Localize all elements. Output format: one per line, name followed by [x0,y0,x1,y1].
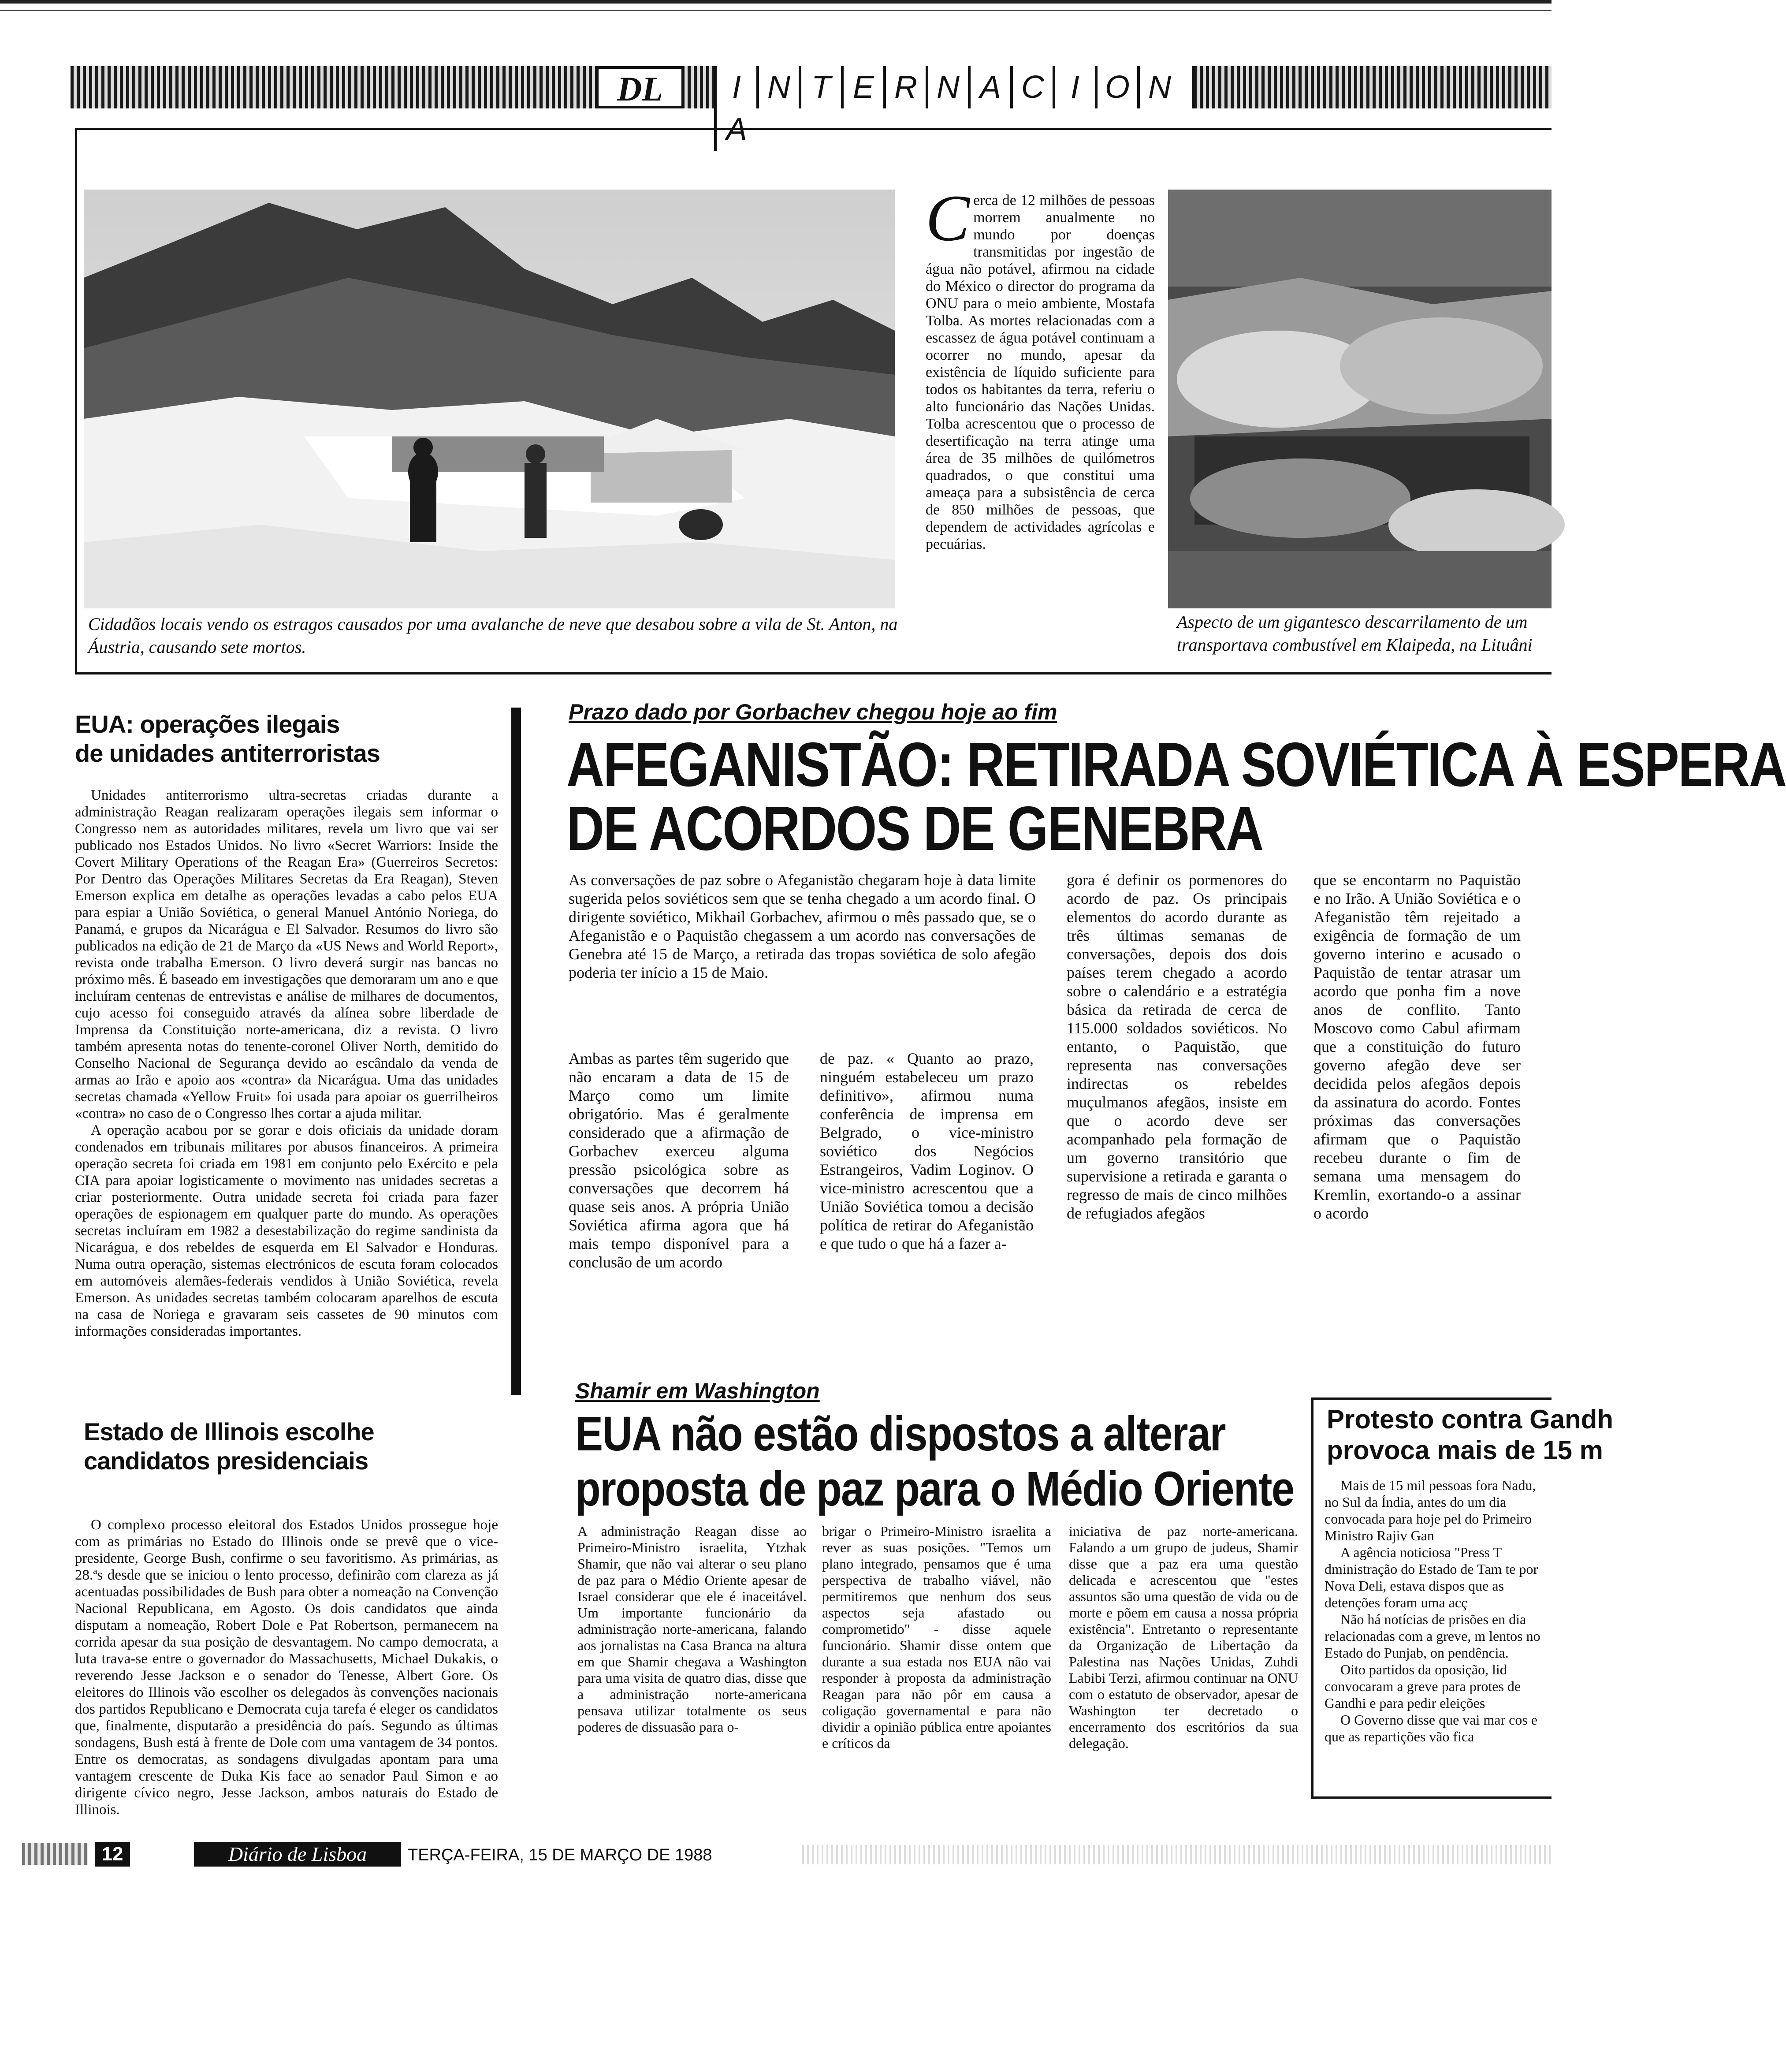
illinois-paragraph: O complexo processo eleitoral dos Estados Unidos prossegue hoje com as primárias no Estado do Illinois onde se prevê que o vice-presidente, George Bush, confirme o seu favoritismo. As primárias, as 28.ªs desde que se iniciou o lento processo, definirão com clareza as já acentuadas possibilidades de Bush para obter a nomeação na Convenção Nacional Republicana, em Agosto. Os dois candidatos que ainda disputam a nomeação, Robert Dole e Pat Robertson, permanecem na corrida apesar da sua posição de desvantagem. No campo democrata, a luta trava-se entre o governador do Massachusetts, Michael Dukakis, o reverendo Jesse Jackson e o senador do Tenesse, Albert Gore. Os eleitores do Illinois vão escolher os delegados às convenções nacionais dos partidos Republicano e Democrata cuja tarefa é eleger os candidatos que, finalmente, disputarão a presidência do país. Segundo as últimas sondagens, Bush está à frente de Dole com uma vantagem de 34 pontos. Entre os democratas, as sondagens divulgadas apontam para uma vantagem crescente de Duka Kis face ao senador Paul Simon e ao dirigente cívico negro, Jesse Jackson, ambos naturais do Estado de Illinois. [75,1517,498,1818]
afeganistao-col2: de paz. « Quanto ao prazo, ninguém estabeleceu um prazo definitivo», afirmou numa conferência de imprensa em Belgrado, o vice-ministro soviético dos Negócios Estrangeiros, Vadim Loginov. O vice-ministro acrescentou que a União Soviética tomou a decisão política de retirar do Afeganistão e que tudo o que há a fazer a- [820,1050,1034,1252]
column-divider-bar [511,708,521,1395]
shamir-kicker: Shamir em Washington [575,1379,820,1403]
shamir-col2: brigar o Primeiro-Ministro israelita a rever as suas posições. "Temos um plano integrado, pensamos que é uma perspectiva de trabalho viável, não permitiremos que nenhum dos seus aspectos seja afastado ou comprometido" - disse aquele funcionário. Shamir disse ontem que durante a sua estada nos EUA não vai responder à proposta da administração Reagan para não pôr em causa a coligação governamental e para não dividir a opinião pública entre apoiantes e críticos da [822,1523,1051,1751]
avalanche-photo [84,190,895,608]
gandhi-body [1325,1477,1552,1794]
gandhi-paragraph: A agência noticiosa "Press T dministração do Estado de Tam te por Nova Deli, estava dispos que as detenções foram uma acç [1325,1544,1538,1610]
section-letter: I [1053,66,1095,108]
section-letter: N [926,66,968,108]
water-brief-text: erca de 12 milhões de pessoas morrem anualmente no mundo por doenças transmitidas por ingestão de água não potável, afirmou na cidade do México o director do programa da ONU para o meio ambiente, Mostafa Tolba. As mortes relacionadas com a escassez de água potável continuam a ocorrer no mundo, apesar da existência de líquido suficiente para todos os habitantes da terra, referiu o alto funcionário das Nações Unidas. Tolba acrescentou que o processo de desertificação na terra atinge uma área de 35 milhões de quilómetros quadrados, o que constitui uma ameaça para a subsistência de cerca de 850 milhões de pessoas, que dependem de actividades agrícolas e pecuárias. [926,192,1155,552]
afeganistao-lede: As conversações de paz sobre o Afeganistão chegaram hoje à data limite sugerida pelos soviéticos sem que se tenha chegado a um acordo final. O dirigente soviético, Mikhail Gorbachev, afirmou o mês passado que, se o Afeganistão e o Paquistão chegassem a um acordo nas conversações de Genebra até 15 de Março, a retirada das tropas soviética de solo afegão poderia ter início a 15 de Maio. [569,871,1036,981]
section-letter: I [714,66,756,108]
afeganistao-col3: gora é definir os pormenores do acordo de paz. Os principais elementos do acordo durante as três últimas semanas de conversações, depois dos dois países terem chegado a acordo sobre o calendário e a estratégia básica da retirada de cerca de 115.000 soldados soviéticos. No entanto, o Paquistão, que representa nas conversações indirectas os rebeldes muçulmanos afegãos, insiste em que o acordo deve ser acompanhado pela formação de um governo transitório que supervisione a retirada e garanta o regresso de mais de cinco milhões de refugiados afegãos [1067,871,1287,1222]
section-letter: T [799,66,841,108]
water-brief-dropcap: C [926,182,970,255]
eua-ops-title-line2: de unidades antiterroristas [75,739,380,767]
eua-ops-title-line1: EUA: operações ilegais [75,710,340,738]
shamir-col3: iniciativa de paz norte-americana. Falando a um grupo de judeus, Shamir disse que a paz era uma questão delicada e acrescentou que "estes assuntos são uma questão de vida ou de morte e põem em causa a nossa própria existência". Entretanto o representante da Organização de Libertação da Palestina nas Nações Unidas, Zuhdi Labibi Terzi, afirmou continuar na ONU com o estatuto de observador, apesar de Washington ter decretado o encerramento dos escritórios da sua delegação. [1069,1523,1298,1751]
afeganistao-headline-line2: DE ACORDOS DE GENEBRA [566,794,1263,864]
section-letter: R [883,66,926,108]
gandhi-paragraph: Oito partidos da oposição, lid convocaram a greve para protes de Gandhi e para pedir eleições [1325,1662,1521,1711]
gandhi-paragraph: Não há notícias de prisões en dia relacionadas com a greve, m lentos no Estado do Punjab, on pendência. [1325,1611,1540,1661]
gandhi-paragraph: Mais de 15 mil pessoas fora Nadu, no Sul da Índia, antes do um dia convocada para hoje pel do Primeiro Ministro Rajiv Gan [1325,1477,1536,1543]
eua-ops-paragraph: Unidades antiterrorismo ultra-secretas criadas durante a administração Reagan realizaram operações ilegais sem informar o Congresso nem as autoridades militares, revela um livro que vai ser publicado nos Estados Unidos. No livro «Secret Warriors: Inside the Covert Military Operations of the Reagan Era» (Guerreiros Secretos: Por Dentro das Operações Militares Secretas da Era Reagan), Steven Emerson explica em detalhe as operações levadas a cabo pelos EUA para espiar a União Soviética, o general Manuel António Noriega, do Panamá, e grupos da Nicarágua e El Salvador. Resumos do livro são publicados na edição de 21 de Março da «US News and World Report», revista onde trabalha Emerson. O livro deverá surgir nas bancas no próximo mês. É baseado em investigações que demoraram um ano e que incluíram centenas de entrevistas e análise de milhares de documentos, cujo acesso foi conseguido através da alínea sobre liberdade de Imprensa da Constituição norte-americana, diz a revista. O livro também apresenta notas do tenente-coronel Oliver North, demitido do Conselho Nacional de Segurança devido ao escândalo da venda de armas ao Irão e apoio aos «contra» da Nicarágua. Uma das unidades secretas chamada «Yellow Fruit» foi usada para apoiar os guerrilheiros «contra» no caso de o Congresso lhes cortar a ajuda militar. [75,787,498,1122]
illinois-title-line2: candidatos presidenciais [84,1447,368,1475]
section-letter: A [714,108,756,151]
gandhi-title-line2: provoca mais de 15 m [1327,1435,1603,1465]
section-title-box [714,66,1194,147]
section-letter: O [1095,66,1137,108]
footer-masthead: Diário de Lisboa [194,1842,401,1867]
derailment-caption-line2: transportava combustível em Klaipeda, na Lituâni [1177,635,1533,655]
illinois-body [75,1517,498,1825]
illinois-title-line1: Estado de Illinois escolhe [84,1418,374,1446]
afeganistao-col1: Ambas as partes têm sugerido que não encaram a data de 15 de Março como um limite obrigatório. Mas é geralmente considerado que a afirmação de Gorbachev exerceu alguma pressão psicológica sobre as conversações que decorrem há quase seis anos. A própria União Soviética afirma agora que há mais tempo disponível para a conclusão de um acordo [569,1050,789,1271]
section-letter: N [756,66,799,108]
shamir-headline-line2: proposta de paz para o Médio Oriente [575,1462,1294,1516]
footer-noise [802,1845,1552,1864]
eua-ops-title [75,710,516,771]
section-letter: A [968,66,1010,108]
shamir-headline-line1: EUA não estão dispostos a alterar [575,1407,1225,1461]
top-rule-thin [0,10,1552,11]
avalanche-photo-caption: Cidadãos locais vendo os estragos causados por uma avalanche de neve que desabou sobre a vila de St. Anton, na Áustria, causando sete mortos. [88,614,898,657]
footer-date: TERÇA-FEIRA, 15 DE MARÇO DE 1988 [408,1846,712,1864]
footer-page-number: 12 [95,1842,130,1867]
gandhi-title [1327,1404,1614,1470]
afeganistao-kicker: Prazo dado por Gorbachev chegou hoje ao fim [569,700,1057,724]
avalanche-photo-image [84,190,895,608]
shamir-col1: A administração Reagan disse ao Primeiro-Ministro israelita, Ytzhak Shamir, que não vai alterar o seu plano de paz para o Médio Oriente apesar de Israel considerar que ele é inaceitável. Um importante funcionário da administração norte-americana, falando aos jornalistas na Casa Branca na altura em que Shamir chegava a Washington para uma visita de quatro dias, disse que a administração norte-americana pensava utilizar totalmente os seus poderes de dissuasão para o- [577,1523,807,1735]
derailment-photo-caption [1177,611,1552,659]
water-brief [926,182,1155,659]
gandhi-paragraph: O Governo disse que vai mar cos e que as repartições vão fica [1325,1712,1537,1744]
section-letter: E [841,66,883,108]
derailment-photo-image [1168,190,1552,608]
derailment-caption-line1: Aspecto de um gigantesco descarrilamento de um [1177,612,1528,632]
derailment-photo [1168,190,1552,608]
section-letter: C [1010,66,1053,108]
section-logo: DL [596,66,684,108]
gandhi-title-line1: Protesto contra Gandh [1327,1405,1614,1434]
afeganistao-headline-line1: AFEGANISTÃO: RETIRADA SOVIÉTICA À ESPERA [566,730,1786,800]
eua-ops-body [75,787,498,1391]
footer-hatch-left [22,1843,88,1865]
illinois-title [84,1417,507,1483]
afeganistao-col4: que se encontarm no Paquistão e no Irão. A União Soviética e o Afeganistão têm rejeitado a exigência de formação de um governo interino e acusado o Paquistão de tentar atrasar um acordo que ponha fim a nove anos de conflito. Tanto Moscovo como Cabul afirmam que a constituição do futuro governo afegão deve ser decidida pelos afegãos depois da assinatura do acordo. Fontes próximas das conversações afirmam que o Paquistão recebeu durante o fim de semana uma mensagem do Kremlin, exortando-o a assinar o acordo [1313,871,1521,1222]
section-letter: N [1137,66,1180,108]
top-rule [0,0,1552,4]
eua-ops-paragraph: A operação acabou por se gorar e dois oficiais da unidade doram condenados em tribunais militares por abusos financeiros. A primeira operação secreta foi criada em 1981 em conjunto pelo Exército e pela CIA para apoiar logisticamente o movimento nas unidades secretas a criar posteriormente. Outra unidade secreta foi criada para fazer operações de espionagem em qualquer parte do mundo. As operações secretas incluíram em 1982 a desestabilização do regime sandinista da Nicarágua, e dos rebeldes de esquerda em El Salvador e Honduras. Numa outra operação, sistemas electrónicos de escuta foram colocados em automóveis alemães-federais vendidos à União Soviética, revela Emerson. As unidades secretas também colocaram aparelhos de escuta na casa de Noriega e gravaram seis cassetes de 90 minutos com informações consideradas importantes. [75,1122,498,1339]
